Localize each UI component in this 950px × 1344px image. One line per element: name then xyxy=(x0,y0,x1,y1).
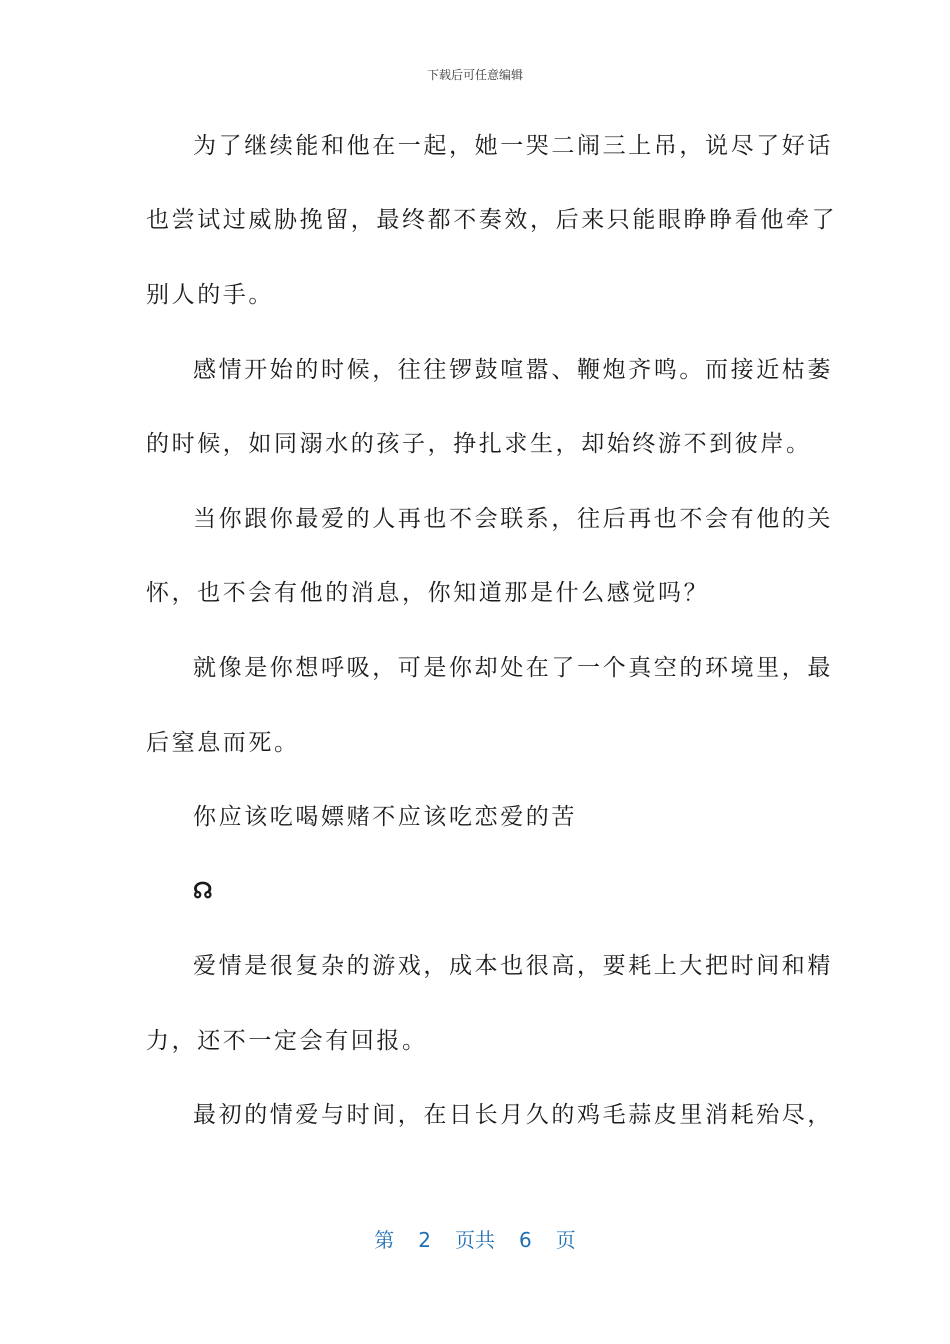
text-line: 别人的手。 xyxy=(146,282,274,308)
text-line: 为了继续能和他在一起，她一哭二闹三上吊，说尽了好话 xyxy=(193,133,833,159)
footer-mid: 页共 xyxy=(455,1228,495,1252)
text-line: 最初的情爱与时间，在日长月久的鸡毛蒜皮里消耗殆尽， xyxy=(193,1102,833,1128)
text-line: 怀，也不会有他的消息，你知道那是什么感觉吗？ xyxy=(146,580,710,606)
text-line: 也尝试过威胁挽留，最终都不奏效，后来只能眼睁睁看他牵了 xyxy=(146,207,838,233)
footer-page-number: 2 xyxy=(418,1228,431,1252)
footer-total-pages: 6 xyxy=(519,1228,532,1252)
text-line: 你应该吃喝嫖赌不应该吃恋爱的苦 xyxy=(193,804,577,830)
text-line: 爱情是很复杂的游戏，成本也很高，要耗上大把时间和精 xyxy=(193,953,833,979)
footer-prefix: 第 xyxy=(374,1228,395,1252)
text-line: 感情开始的时候，往往锣鼓喧嚣、鞭炮齐鸣。而接近枯萎 xyxy=(193,357,833,383)
page-header: 下载后可任意编辑 xyxy=(426,68,523,82)
text-line: 力，还不一定会有回报。 xyxy=(146,1028,428,1054)
text-line: 的时候，如同溺水的孩子，挣扎求生，却始终游不到彼岸。 xyxy=(146,431,812,457)
footer-suffix: 页 xyxy=(555,1228,576,1252)
text-line: 当你跟你最爱的人再也不会联系，往后再也不会有他的关 xyxy=(193,506,833,532)
page-footer xyxy=(0,1224,950,1253)
text-line: 后窒息而死。 xyxy=(146,730,300,756)
text-line: 就像是你想呼吸，可是你却处在了一个真空的环境里，最 xyxy=(193,655,833,681)
ascending-node-symbol: ☊ xyxy=(193,878,213,904)
